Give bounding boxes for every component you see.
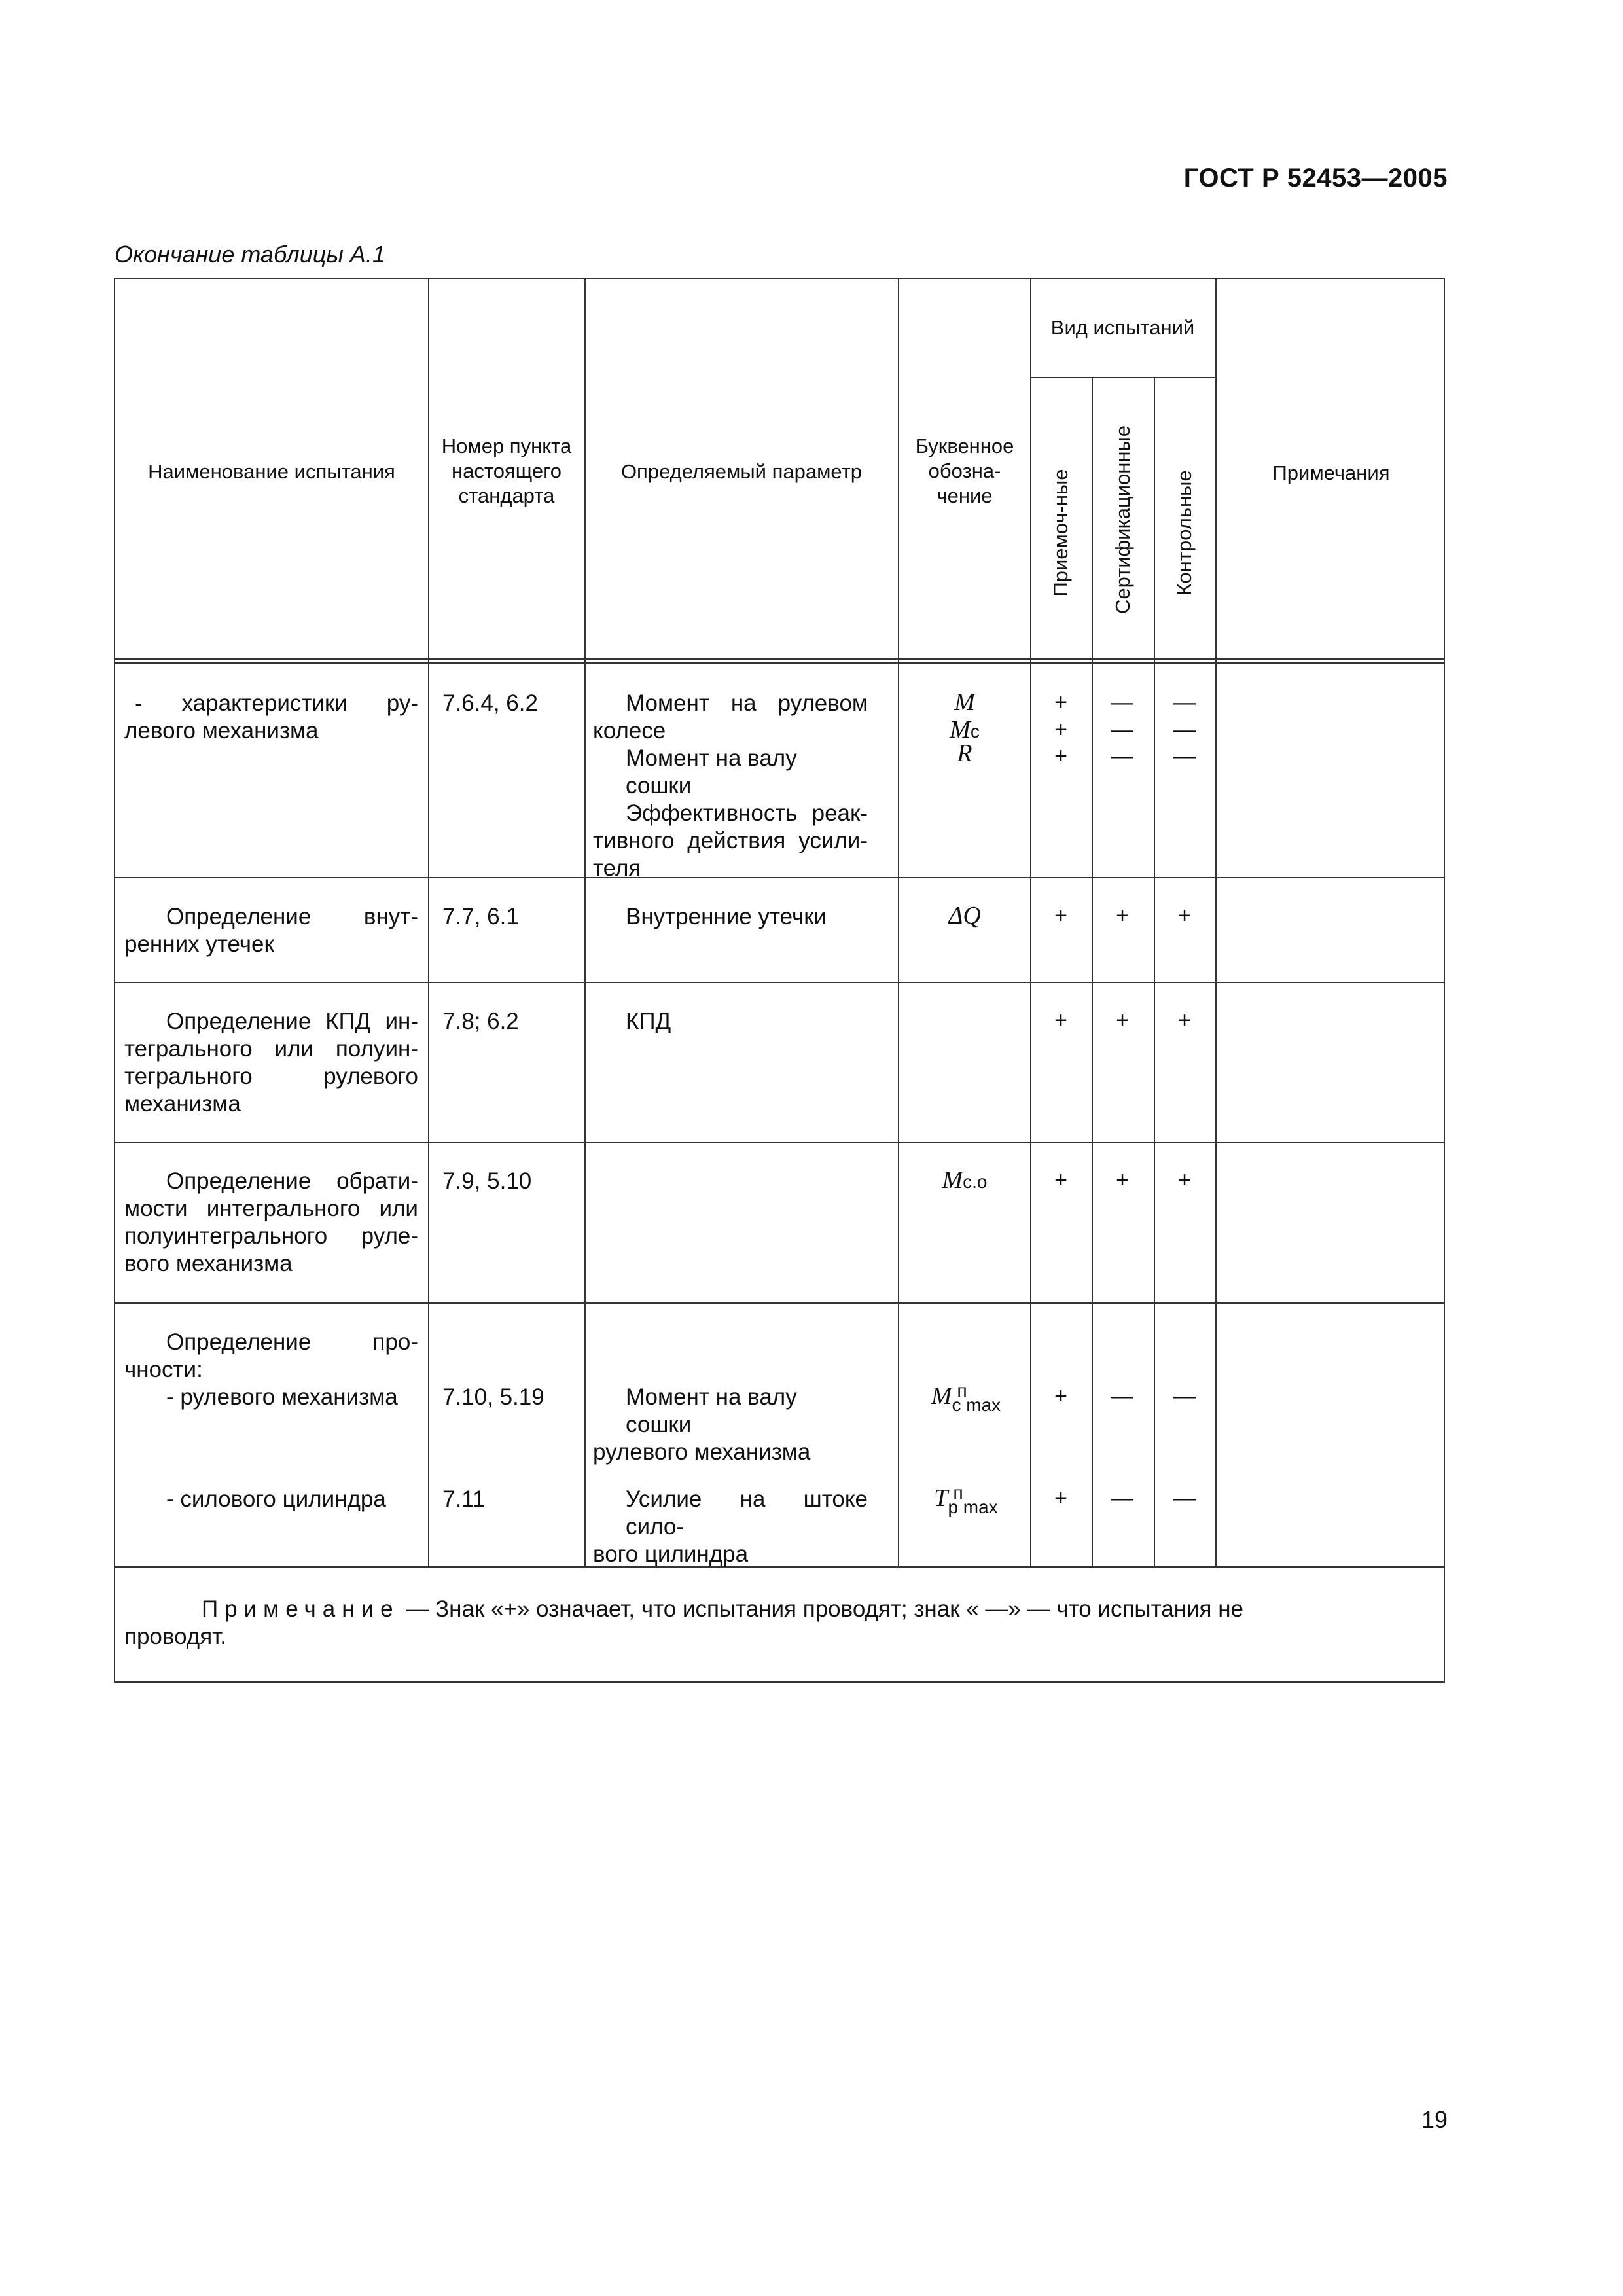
name-line: Определение КПД ин- bbox=[166, 1009, 418, 1034]
mark-acceptance: + bbox=[1054, 1008, 1067, 1033]
name-line: механизма bbox=[124, 1091, 241, 1117]
param-line: тивного действия усили- bbox=[593, 828, 868, 853]
mark-acceptance: + bbox=[1054, 744, 1067, 768]
table-rule bbox=[584, 279, 586, 1566]
header-acceptance: Приемоч-ные bbox=[1049, 469, 1072, 597]
table-row-5a-parameter bbox=[593, 1384, 868, 1466]
table-row-4-name bbox=[124, 1168, 418, 1278]
table-rule bbox=[428, 279, 429, 1566]
param-line: Эффективность реак- bbox=[626, 800, 868, 826]
header-test-name: Наименование испытания bbox=[148, 460, 395, 483]
name-line: Определение про- bbox=[166, 1329, 418, 1355]
param-line: колесе bbox=[593, 718, 666, 744]
table-rule bbox=[1030, 377, 1215, 378]
name-line: тегрального или полуин- bbox=[124, 1036, 418, 1062]
table-row-4-clause: 7.9, 5.10 bbox=[442, 1168, 532, 1194]
name-line: мости интегрального или bbox=[124, 1196, 418, 1221]
param-line: теля bbox=[593, 855, 641, 881]
symbol-m: M bbox=[954, 689, 975, 716]
table-rule bbox=[115, 982, 1444, 983]
page-number: 19 bbox=[1421, 2106, 1448, 2133]
mark-certification: — bbox=[1111, 744, 1133, 768]
name-line: ренних утечек bbox=[124, 931, 274, 957]
param-line: вого цилиндра bbox=[593, 1541, 749, 1567]
table-row-5b-parameter bbox=[593, 1486, 868, 1568]
table-row-5-name bbox=[124, 1329, 418, 1411]
param-line: Момент на валу сошки bbox=[626, 745, 797, 798]
mark-acceptance: + bbox=[1054, 690, 1067, 715]
note-label: Примечание bbox=[202, 1596, 400, 1622]
param-line: рулевого механизма bbox=[593, 1439, 811, 1465]
table-rule bbox=[1215, 279, 1217, 1566]
param-line: Момент на валу сошки bbox=[626, 1384, 797, 1437]
header-double-rule bbox=[115, 658, 1444, 660]
mark-acceptance: + bbox=[1054, 1168, 1067, 1193]
mark-control: + bbox=[1178, 1008, 1191, 1033]
table-row-5b-clause: 7.11 bbox=[442, 1486, 486, 1512]
table-row-1-clause: 7.6.4, 6.2 bbox=[442, 691, 538, 716]
table-row-2-clause: 7.7, 6.1 bbox=[442, 904, 519, 929]
table-note bbox=[124, 1596, 1433, 1651]
symbol-mc-max: M п с max bbox=[931, 1380, 1001, 1416]
table-rule bbox=[115, 1142, 1444, 1143]
name-line: - силового цилиндра bbox=[166, 1486, 386, 1512]
mark-acceptance: + bbox=[1054, 1384, 1067, 1408]
table-row-3-parameter: КПД bbox=[626, 1009, 671, 1034]
standard-code: ГОСТ Р 52453—2005 bbox=[1183, 164, 1448, 192]
mark-acceptance: + bbox=[1054, 1486, 1067, 1511]
header-control: Контрольные bbox=[1173, 470, 1196, 596]
symbol-delta-q: ΔQ bbox=[948, 902, 981, 929]
table-row-1-parameter bbox=[593, 690, 868, 882]
note-text-cont: проводят. bbox=[124, 1624, 227, 1649]
header-clause-number: Номер пункта настоящего стандарта bbox=[441, 435, 572, 507]
symbol-mco: Mс.о bbox=[942, 1166, 988, 1194]
mark-control: + bbox=[1178, 1168, 1191, 1193]
header-symbol: Буквенное обозна-чение bbox=[915, 435, 1014, 507]
mark-certification: — bbox=[1111, 717, 1133, 742]
symbol-r: R bbox=[957, 740, 972, 767]
name-line: Определение внут- bbox=[166, 904, 418, 929]
header-double-rule bbox=[115, 662, 1444, 664]
header-parameter: Определяемый параметр bbox=[620, 460, 863, 483]
table-row-5a-clause: 7.10, 5.19 bbox=[442, 1384, 544, 1410]
mark-acceptance: + bbox=[1054, 717, 1067, 742]
mark-control: — bbox=[1173, 690, 1196, 715]
name-line: - рулевого механизма bbox=[166, 1384, 398, 1410]
mark-control: — bbox=[1173, 744, 1196, 768]
name-line: чности: bbox=[124, 1357, 203, 1382]
name-line: вого механизма bbox=[124, 1251, 293, 1276]
mark-control: — bbox=[1173, 1384, 1196, 1408]
name-line: левого механизма bbox=[124, 718, 319, 744]
table-row-2-parameter: Внутренние утечки bbox=[626, 904, 827, 929]
mark-acceptance: + bbox=[1054, 903, 1067, 928]
table-rule bbox=[115, 1302, 1444, 1304]
header-test-types: Вид испытаний bbox=[1050, 316, 1195, 339]
name-line: полуинтегрального руле- bbox=[124, 1223, 418, 1249]
mark-certification: — bbox=[1111, 690, 1133, 715]
name-line: Определение обрати- bbox=[166, 1168, 418, 1194]
table-row-1-name bbox=[124, 690, 418, 745]
mark-control: + bbox=[1178, 903, 1191, 928]
mark-certification: + bbox=[1116, 903, 1129, 928]
note-text: — Знак «+» означает, что испытания проводят; знак « —» — что испытания не bbox=[399, 1596, 1244, 1622]
param-line: Момент на рулевом bbox=[626, 691, 868, 716]
table-row-3-name bbox=[124, 1008, 418, 1118]
name-line: тегрального рулевого bbox=[124, 1064, 418, 1089]
mark-control: — bbox=[1173, 1486, 1196, 1511]
mark-control: — bbox=[1173, 717, 1196, 742]
header-notes: Примечания bbox=[1272, 461, 1390, 484]
symbol-mc: Mс bbox=[950, 716, 980, 744]
table-row-3-clause: 7.8; 6.2 bbox=[442, 1009, 519, 1034]
mark-certification: — bbox=[1111, 1384, 1133, 1408]
mark-certification: — bbox=[1111, 1486, 1133, 1511]
table-row-2-name bbox=[124, 903, 418, 958]
test-table bbox=[114, 278, 1445, 1683]
table-row-5b-name bbox=[124, 1486, 418, 1513]
name-line: - характеристики ру- bbox=[135, 691, 418, 716]
table-caption: Окончание таблицы А.1 bbox=[115, 241, 385, 268]
symbol-tp-max: T п р max bbox=[934, 1482, 998, 1518]
mark-certification: + bbox=[1116, 1008, 1129, 1033]
param-line: Усилие на штоке сило- bbox=[626, 1486, 868, 1539]
header-certification: Сертификационные bbox=[1111, 425, 1134, 615]
mark-certification: + bbox=[1116, 1168, 1129, 1193]
